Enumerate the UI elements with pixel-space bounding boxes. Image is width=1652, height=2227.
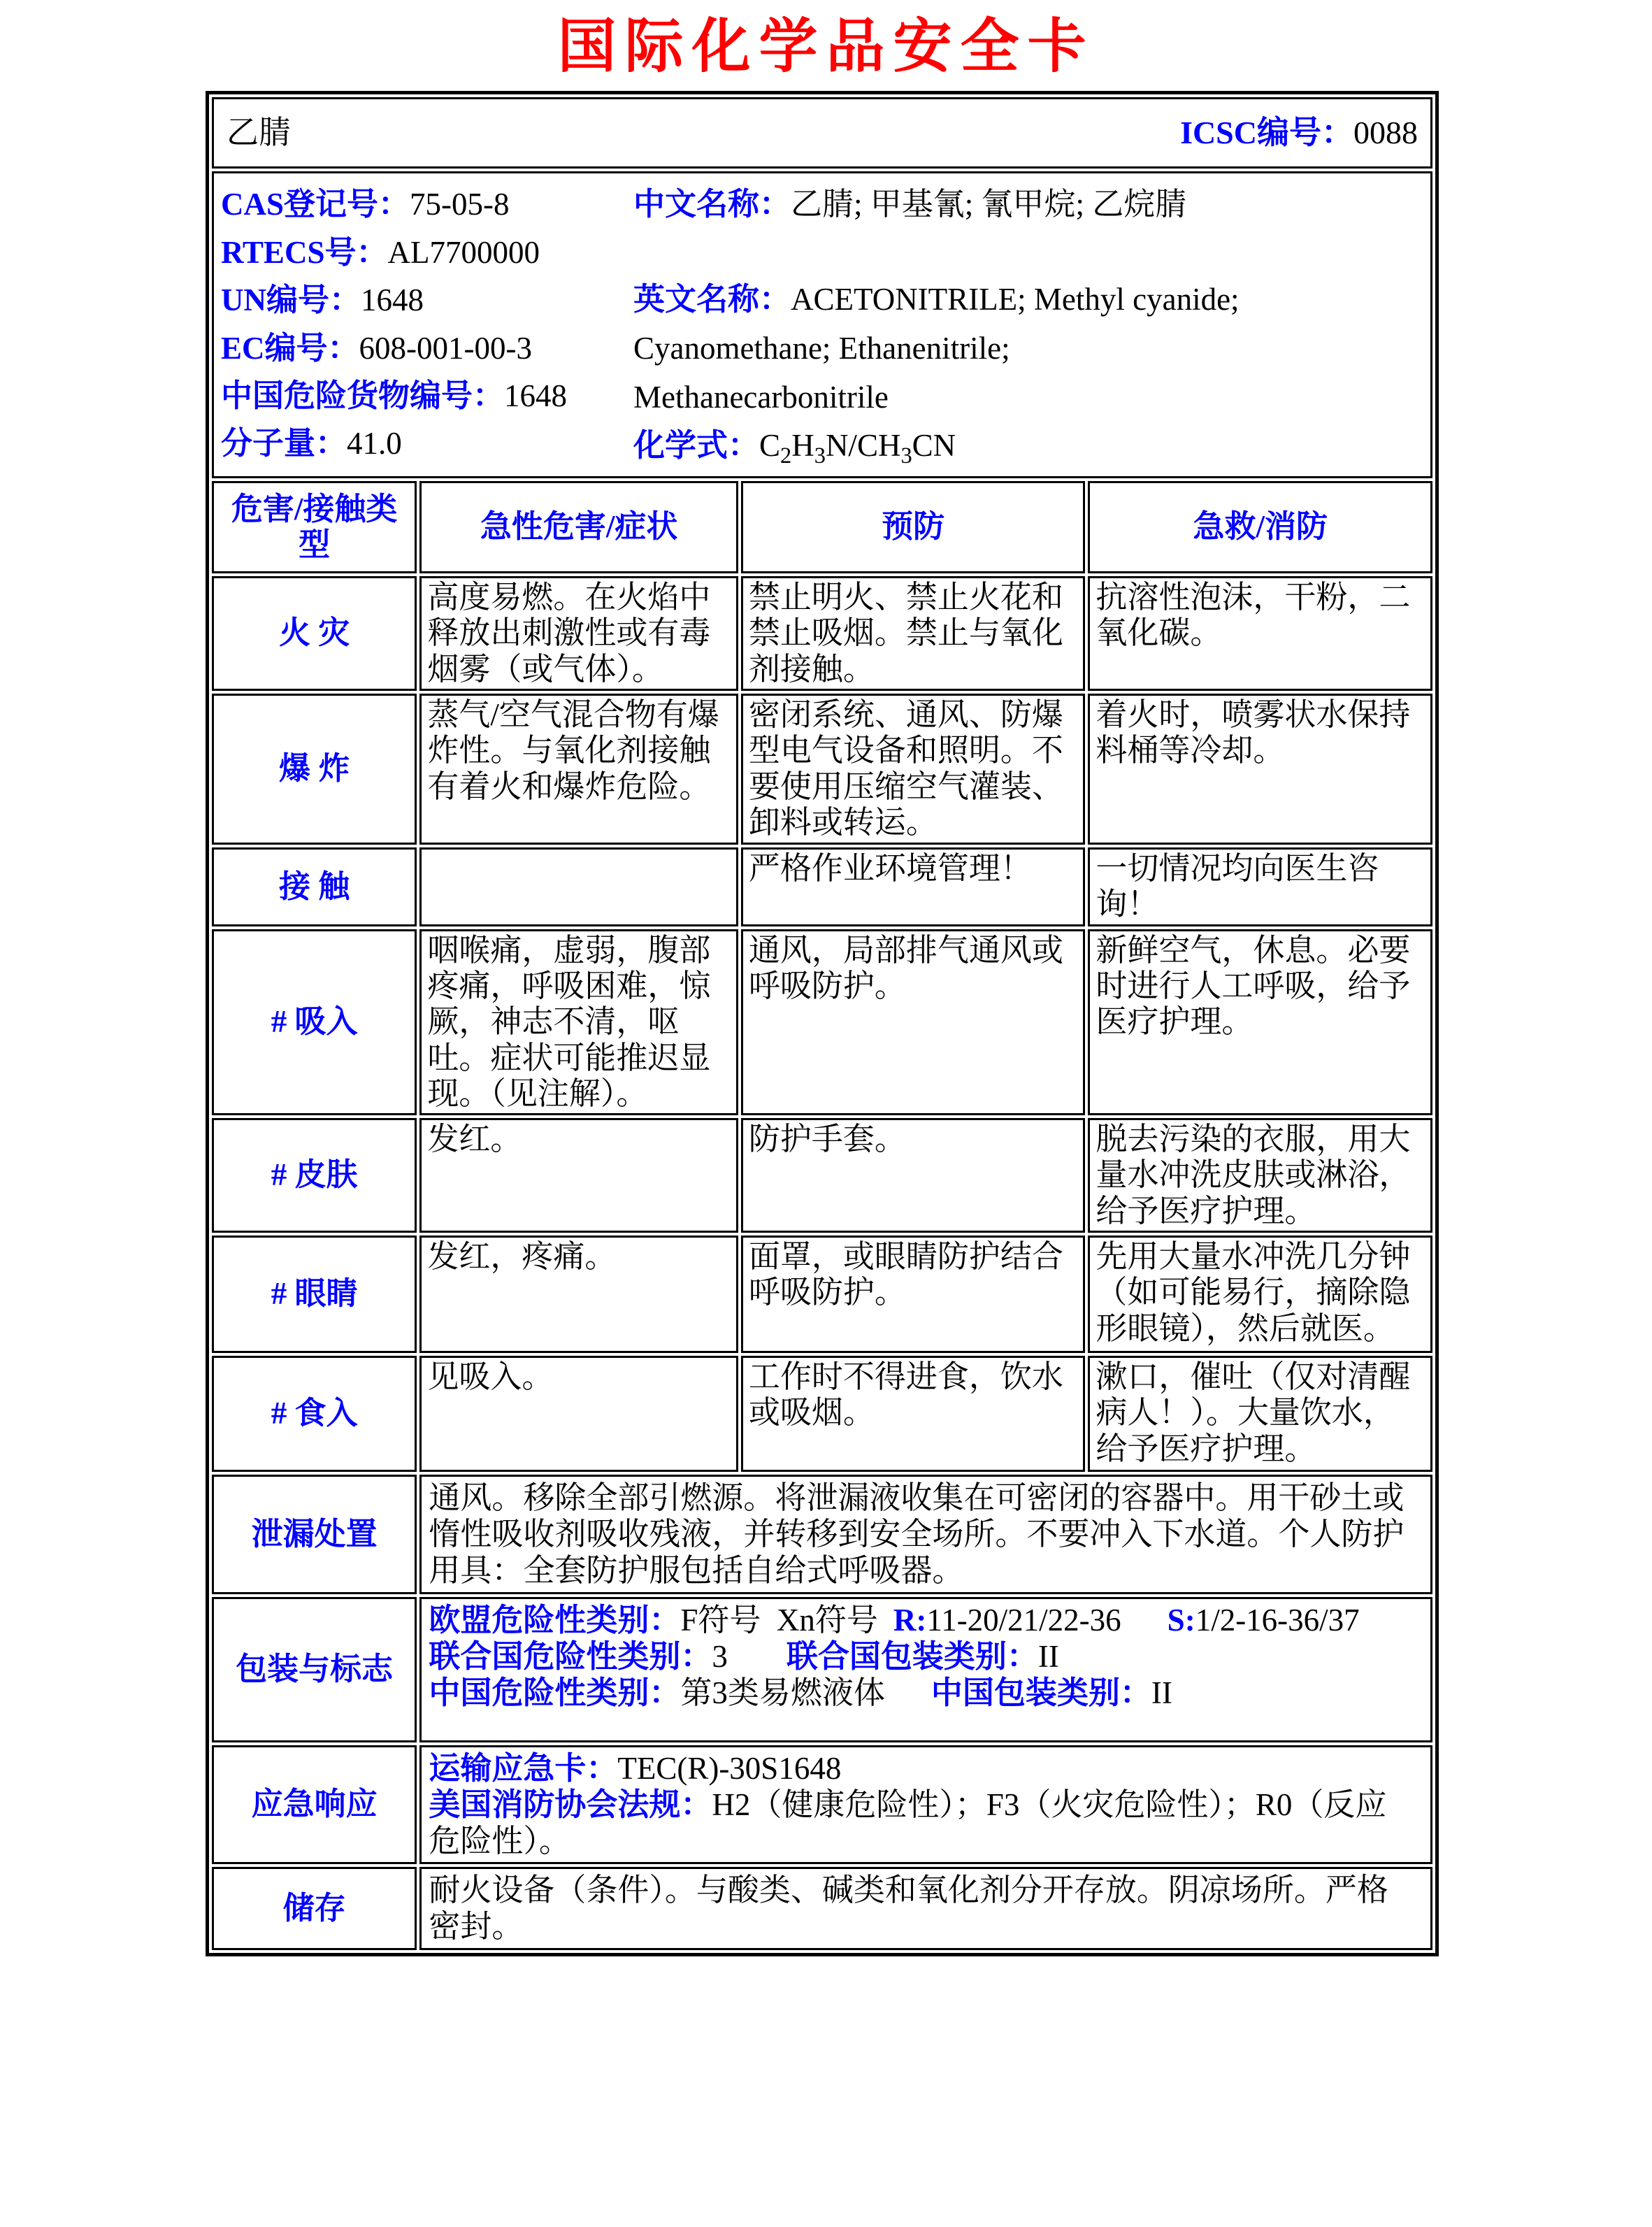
fire-prevention-cell: 禁止明火、禁止火花和禁止吸烟。禁止与氧化剂接触。 bbox=[741, 576, 1086, 691]
table-row-ingestion bbox=[212, 1356, 1432, 1472]
explosion-symptoms-cell: 蒸气/空气混合物有爆炸性。与氧化剂接触有着火和爆炸危险。 bbox=[419, 694, 738, 845]
row-label-explosion: 爆 炸 bbox=[212, 694, 417, 845]
fire-symptoms-cell: 高度易燃。在火焰中释放出刺激性或有毒烟雾（或气体）。 bbox=[419, 576, 738, 691]
row-label-fire: 火 灾 bbox=[212, 576, 417, 691]
table-row-skin bbox=[212, 1118, 1432, 1233]
china-hazard-class-label: 中国危险性类别： bbox=[429, 1675, 681, 1710]
chinese-name-value: 乙腈; 甲基氰; 氰甲烷; 乙烷腈 bbox=[791, 187, 1187, 222]
inhalation-symptoms-cell: 咽喉痛，虚弱，腹部疼痛，呼吸困难，惊厥，神志不清，呕吐。症状可能推迟显现。（见注解）。 bbox=[419, 929, 738, 1115]
column-header-prevention: 预防 bbox=[741, 481, 1086, 573]
identification-row bbox=[212, 171, 1432, 478]
section-label-storage: 储存 bbox=[212, 1867, 417, 1949]
explosion-prevention-cell: 密闭系统、通风、防爆型电气设备和照明。不要使用压缩空气灌装、卸料或转运。 bbox=[741, 694, 1086, 845]
english-name-line bbox=[633, 275, 1428, 422]
english-name-value: Methanecarbonitrile bbox=[633, 379, 889, 415]
section-row-packaging bbox=[212, 1597, 1432, 1742]
chemical-formula-line bbox=[633, 422, 1428, 471]
china-packing-group-label: 中国包装类别： bbox=[931, 1675, 1151, 1710]
molecular-weight-label: 分子量： bbox=[221, 426, 347, 461]
ingestion-response-cell: 漱口，催吐（仅对清醒病人！）。大量饮水，给予医疗护理。 bbox=[1088, 1356, 1432, 1472]
fire-response-cell: 抗溶性泡沫，干粉，二氧化碳。 bbox=[1088, 576, 1432, 691]
table-row-explosion bbox=[212, 694, 1432, 845]
column-header-symptoms: 急性危害/症状 bbox=[419, 481, 738, 573]
storage-text: 耐火设备（条件）。与酸类、碱类和氧化剂分开存放。阴凉场所。严格密封。 bbox=[429, 1872, 1388, 1945]
section-row-spill bbox=[212, 1475, 1432, 1594]
transport-emergency-card-line: 运输应急卡：TEC(R)-30S1648 bbox=[429, 1750, 842, 1786]
nfpa-code-label: 美国消防协会法规： bbox=[429, 1786, 712, 1822]
icsc-number-label: ICSC编号： bbox=[1180, 115, 1353, 151]
un-packing-group-label: 联合国包装类别： bbox=[786, 1638, 1038, 1674]
eu-classification-line: 欧盟危险性类别：F符号 Xn符号 R:11-20/21/22-36 S:1/2-16-36/37 bbox=[429, 1602, 1360, 1638]
section-row-storage bbox=[212, 1867, 1432, 1949]
page-title: 国际化学品安全卡 bbox=[557, 15, 1095, 80]
card-header-cell bbox=[212, 97, 1432, 169]
china-dg-number-value: 1648 bbox=[504, 378, 568, 413]
rtecs-number-label: RTECS号： bbox=[221, 234, 388, 270]
r-phrases-label: R: bbox=[893, 1602, 927, 1638]
transport-emergency-card-label: 运输应急卡： bbox=[429, 1750, 618, 1786]
inhalation-prevention-cell: 通风，局部排气通风或呼吸防护。 bbox=[741, 929, 1086, 1115]
s-phrases-label: S: bbox=[1167, 1602, 1195, 1638]
registry-numbers bbox=[221, 180, 633, 471]
ec-number-value: 608-001-00-3 bbox=[359, 330, 532, 366]
row-label-inhalation: # 吸入 bbox=[212, 929, 417, 1115]
eyes-response-cell: 先用大量水冲洗几分钟（如可能易行，摘除隐形眼镜），然后就医。 bbox=[1088, 1236, 1432, 1353]
icsc-card bbox=[206, 91, 1439, 1956]
china-dg-number-line bbox=[221, 372, 633, 420]
un-number-value: 1648 bbox=[361, 282, 424, 318]
row-label-skin: # 皮肤 bbox=[212, 1118, 417, 1233]
table-row-fire bbox=[212, 576, 1432, 691]
storage-content-cell bbox=[419, 1867, 1432, 1949]
substance-name: 乙腈 bbox=[227, 115, 291, 151]
chinese-name-line bbox=[633, 180, 1428, 229]
inhalation-response-cell: 新鲜空气，休息。必要时进行人工呼吸，给予医疗护理。 bbox=[1088, 929, 1432, 1115]
skin-response-cell: 脱去污染的衣服，用大量水冲洗皮肤或淋浴，给予医疗护理。 bbox=[1088, 1118, 1432, 1233]
un-classification-line: 联合国危险性类别：3 联合国包装类别：II bbox=[429, 1638, 1059, 1674]
english-name-label: 英文名称： bbox=[633, 282, 791, 317]
eu-classification-label: 欧盟危险性类别： bbox=[429, 1602, 681, 1638]
english-name-value: Cyanomethane; Ethanenitrile; bbox=[633, 330, 1010, 366]
section-row-emergency bbox=[212, 1745, 1432, 1865]
spill-content-cell bbox=[419, 1475, 1432, 1594]
english-name-value: ACETONITRILE; Methyl cyanide; bbox=[791, 282, 1240, 317]
chemical-formula-label: 化学式： bbox=[633, 428, 760, 464]
row-label-eyes: # 眼睛 bbox=[212, 1236, 417, 1353]
chemical-formula-value: $C_2H_3N/CH_3CN$ bbox=[759, 428, 956, 469]
ingestion-prevention-cell: 工作时不得进食，饮水或吸烟。 bbox=[741, 1356, 1086, 1472]
spill-text: 通风。移除全部引燃源。将泄漏液收集在可密闭的容器中。用干砂土或惰性吸收剂吸收残液，并转移到安全场所。不要冲入下水道。个人防护用具：全套防护服包括自给式呼吸器。 bbox=[429, 1480, 1405, 1589]
nfpa-code-line: 美国消防协会法规：H2（健康危险性）；F3（火灾危险性）；R0（反应危险性）。 bbox=[429, 1786, 1387, 1859]
packaging-content-cell bbox=[419, 1597, 1432, 1742]
ec-number-label: EC编号： bbox=[221, 330, 359, 366]
contact-symptoms-cell bbox=[419, 847, 738, 926]
row-label-ingestion: # 食入 bbox=[212, 1356, 417, 1472]
molecular-weight-value: 41.0 bbox=[347, 426, 402, 461]
table-row-inhalation bbox=[212, 929, 1432, 1115]
contact-prevention-cell: 严格作业环境管理！ bbox=[741, 847, 1086, 926]
contact-response-cell: 一切情况均向医生咨询！ bbox=[1088, 847, 1432, 926]
rtecs-number-line bbox=[221, 229, 633, 276]
table-row-eyes bbox=[212, 1236, 1432, 1353]
column-header-hazard-type: 危害/接触类型 bbox=[212, 481, 417, 573]
icsc-number bbox=[1180, 115, 1418, 151]
china-classification-line: 中国危险性类别：第3类易燃液体 中国包装类别：II bbox=[429, 1675, 1172, 1710]
emergency-content-cell bbox=[419, 1745, 1432, 1865]
eyes-prevention-cell: 面罩，或眼睛防护结合呼吸防护。 bbox=[741, 1236, 1086, 1353]
section-label-packaging: 包装与标志 bbox=[212, 1597, 417, 1742]
section-label-spill: 泄漏处置 bbox=[212, 1475, 417, 1594]
cas-number-value: 75-05-8 bbox=[410, 187, 510, 222]
section-label-emergency: 应急响应 bbox=[212, 1745, 417, 1865]
rtecs-number-value: AL7700000 bbox=[387, 234, 540, 270]
ingestion-symptoms-cell: 见吸入。 bbox=[419, 1356, 738, 1472]
chinese-name-label: 中文名称： bbox=[633, 187, 791, 222]
eyes-symptoms-cell: 发红，疼痛。 bbox=[419, 1236, 738, 1353]
table-row-contact bbox=[212, 847, 1432, 926]
identification-section bbox=[212, 171, 1432, 478]
column-header-response: 急救/消防 bbox=[1088, 481, 1432, 573]
hazard-table-header-row bbox=[212, 481, 1432, 573]
un-hazard-class-label: 联合国危险性类别： bbox=[429, 1638, 712, 1674]
skin-symptoms-cell: 发红。 bbox=[419, 1118, 738, 1233]
icsc-number-value: 0088 bbox=[1353, 115, 1418, 151]
row-label-contact: 接 触 bbox=[212, 847, 417, 926]
un-number-line bbox=[221, 276, 633, 324]
cas-number-label: CAS登记号： bbox=[221, 187, 410, 222]
cas-number-line bbox=[221, 180, 633, 228]
china-dg-number-label: 中国危险货物编号： bbox=[221, 378, 505, 413]
skin-prevention-cell: 防护手套。 bbox=[741, 1118, 1086, 1233]
un-number-label: UN编号： bbox=[221, 282, 361, 318]
card-header-row bbox=[212, 97, 1432, 169]
ec-number-line bbox=[221, 324, 633, 372]
substance-names bbox=[633, 180, 1428, 471]
molecular-weight-line bbox=[221, 420, 633, 467]
explosion-response-cell: 着火时，喷雾状水保持料桶等冷却。 bbox=[1088, 694, 1432, 845]
